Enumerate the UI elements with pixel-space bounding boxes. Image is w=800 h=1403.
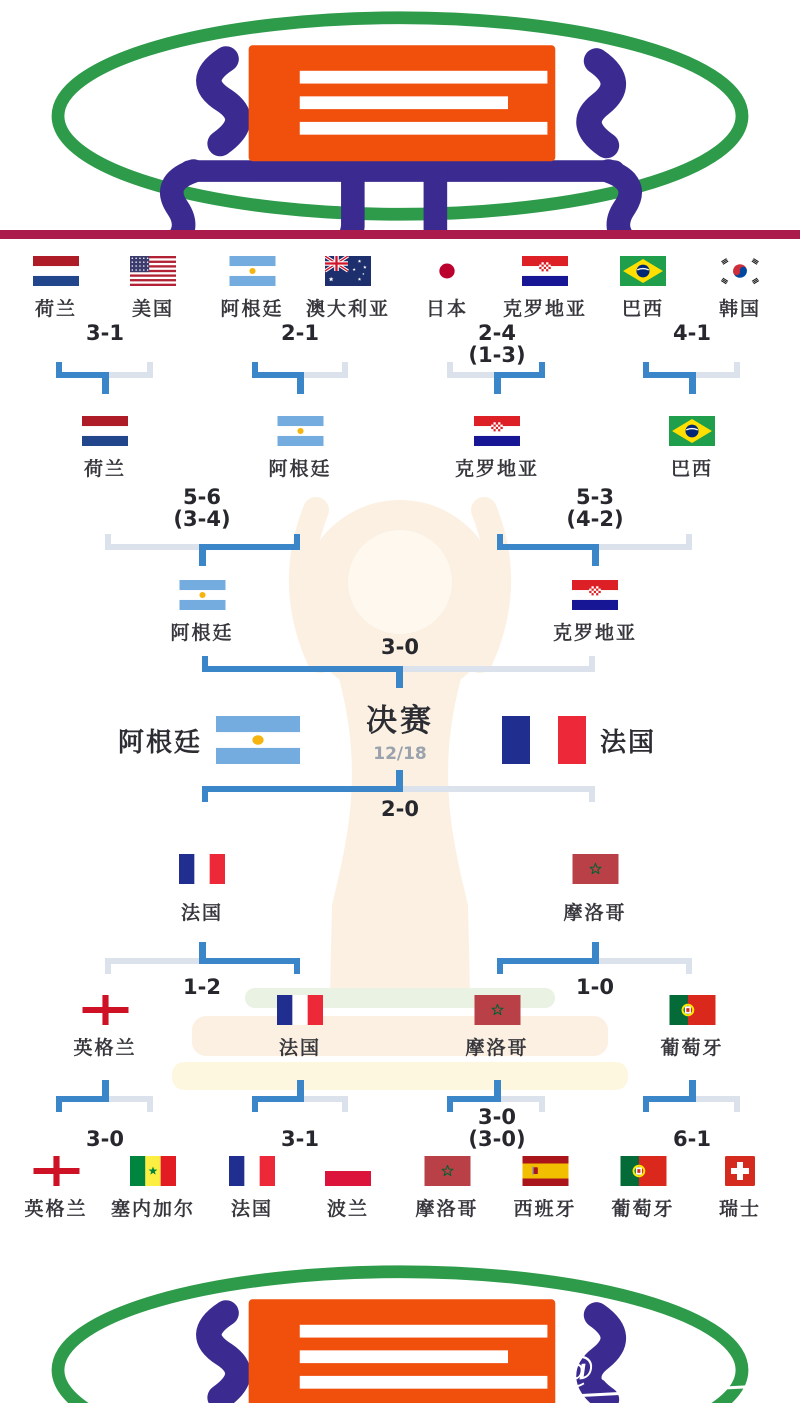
south-korea-flag-icon — [717, 256, 763, 286]
team-name: 英格兰 — [73, 1038, 137, 1059]
team-slot — [620, 256, 666, 320]
poland-flag-icon — [325, 1156, 371, 1186]
team-slot — [179, 854, 225, 924]
team-slot — [33, 256, 79, 320]
england-flag-icon — [82, 995, 128, 1025]
match-score: 3-0 (3-0) — [468, 1105, 526, 1151]
team-name: 阿根廷 — [170, 623, 234, 644]
final-date: 12/18 — [373, 744, 427, 764]
match-score: 3-0 — [381, 635, 419, 659]
final-away — [502, 716, 656, 764]
team-slot — [24, 1156, 87, 1220]
team-slot — [268, 416, 331, 480]
team-slot — [325, 1156, 371, 1220]
morocco-flag-icon — [424, 1156, 470, 1186]
brand-logo — [0, 2, 800, 230]
argentina-flag-icon — [277, 416, 323, 446]
team-name: 塞内加尔 — [110, 1199, 196, 1220]
team-slot — [229, 1156, 275, 1220]
brazil-flag-icon — [620, 256, 666, 286]
team-name: 克罗地亚 — [552, 623, 638, 644]
team-slot — [717, 256, 763, 320]
team-slot — [130, 256, 176, 320]
france-flag-icon — [179, 854, 225, 884]
team-name: 法国 — [230, 1199, 273, 1220]
final-title: 决赛 — [366, 703, 434, 738]
australia-flag-icon — [325, 256, 371, 286]
croatia-flag-icon — [522, 256, 568, 286]
team-slot — [170, 580, 233, 644]
team-name: 阿根廷 — [220, 299, 284, 320]
team-name: 克罗地亚 — [502, 299, 588, 320]
argentina-flag-icon — [179, 580, 225, 610]
team-name: 克罗地亚 — [454, 459, 540, 480]
argentina-flag-icon — [216, 716, 300, 764]
team-name: 葡萄牙 — [611, 1199, 675, 1220]
netherlands-flag-icon — [33, 256, 79, 286]
team-slot — [73, 995, 136, 1059]
match-score: 3-1 — [281, 1127, 319, 1151]
croatia-flag-icon — [572, 580, 618, 610]
netherlands-flag-icon — [82, 416, 128, 446]
spain-flag-icon — [522, 1156, 568, 1186]
switzerland-flag-icon — [725, 1156, 755, 1186]
portugal-flag-icon — [669, 995, 715, 1025]
team-name: 澳大利亚 — [305, 299, 391, 320]
team-slot — [660, 995, 723, 1059]
match-score: 5-3 (4-2) — [566, 485, 624, 531]
match-score: 1-0 — [576, 975, 614, 999]
team-name: 阿根廷 — [268, 459, 332, 480]
match-score: 1-2 — [183, 975, 221, 999]
match-score: 3-0 — [86, 1127, 124, 1151]
team-slot — [82, 416, 128, 480]
team-name: 荷兰 — [83, 459, 126, 480]
argentina-flag-icon — [229, 256, 275, 286]
team-slot — [111, 1156, 195, 1220]
team-slot — [669, 416, 715, 480]
divider-bar — [0, 230, 800, 239]
team-slot — [415, 1156, 478, 1220]
final-label-block — [320, 704, 480, 764]
portugal-flag-icon — [620, 1156, 666, 1186]
france-flag-icon — [277, 995, 323, 1025]
team-slot — [563, 854, 626, 924]
brazil-flag-icon — [669, 416, 715, 446]
team-slot — [553, 580, 637, 644]
match-score: 5-6 (3-4) — [173, 485, 231, 531]
team-slot — [277, 995, 323, 1059]
final-home — [118, 716, 300, 764]
team-name: 韩国 — [718, 299, 761, 320]
team-slot — [424, 256, 470, 320]
match-score: 3-1 — [86, 321, 124, 345]
team-name: 法国 — [180, 903, 223, 924]
team-name: 巴西 — [621, 299, 664, 320]
team-slot — [513, 1156, 576, 1220]
japan-flag-icon — [424, 256, 470, 286]
match-score: 2-4 (1-3) — [468, 321, 526, 367]
team-name: 法国 — [600, 726, 657, 757]
morocco-flag-icon — [572, 854, 618, 884]
senegal-flag-icon — [130, 1156, 176, 1186]
usa-flag-icon — [130, 256, 176, 286]
team-name: 荷兰 — [34, 299, 77, 320]
watermark-signature: @…诸… — [557, 1330, 796, 1398]
team-slot — [220, 256, 283, 320]
team-name: 摩洛哥 — [465, 1038, 529, 1059]
match-score: 2-1 — [281, 321, 319, 345]
team-slot — [306, 256, 390, 320]
team-name: 波兰 — [326, 1199, 369, 1220]
team-name: 法国 — [278, 1038, 321, 1059]
croatia-flag-icon — [474, 416, 520, 446]
team-name: 日本 — [425, 299, 468, 320]
team-name: 瑞士 — [718, 1199, 762, 1220]
morocco-flag-icon — [474, 995, 520, 1025]
team-slot — [719, 1156, 761, 1220]
team-name: 阿根廷 — [118, 726, 203, 757]
team-slot — [503, 256, 587, 320]
team-slot — [465, 995, 528, 1059]
team-name: 巴西 — [670, 459, 713, 480]
team-name: 摩洛哥 — [415, 1199, 479, 1220]
team-name: 葡萄牙 — [660, 1038, 724, 1059]
france-flag-icon — [229, 1156, 275, 1186]
team-slot — [455, 416, 539, 480]
team-name: 英格兰 — [24, 1199, 88, 1220]
team-name: 摩洛哥 — [563, 903, 627, 924]
england-flag-icon — [33, 1156, 79, 1186]
team-name: 美国 — [131, 299, 174, 320]
team-name: 西班牙 — [513, 1199, 577, 1220]
match-score: 6-1 — [673, 1127, 711, 1151]
team-slot — [611, 1156, 674, 1220]
match-score: 2-0 — [381, 797, 419, 821]
match-score: 4-1 — [673, 321, 711, 345]
france-flag-icon — [502, 716, 586, 764]
